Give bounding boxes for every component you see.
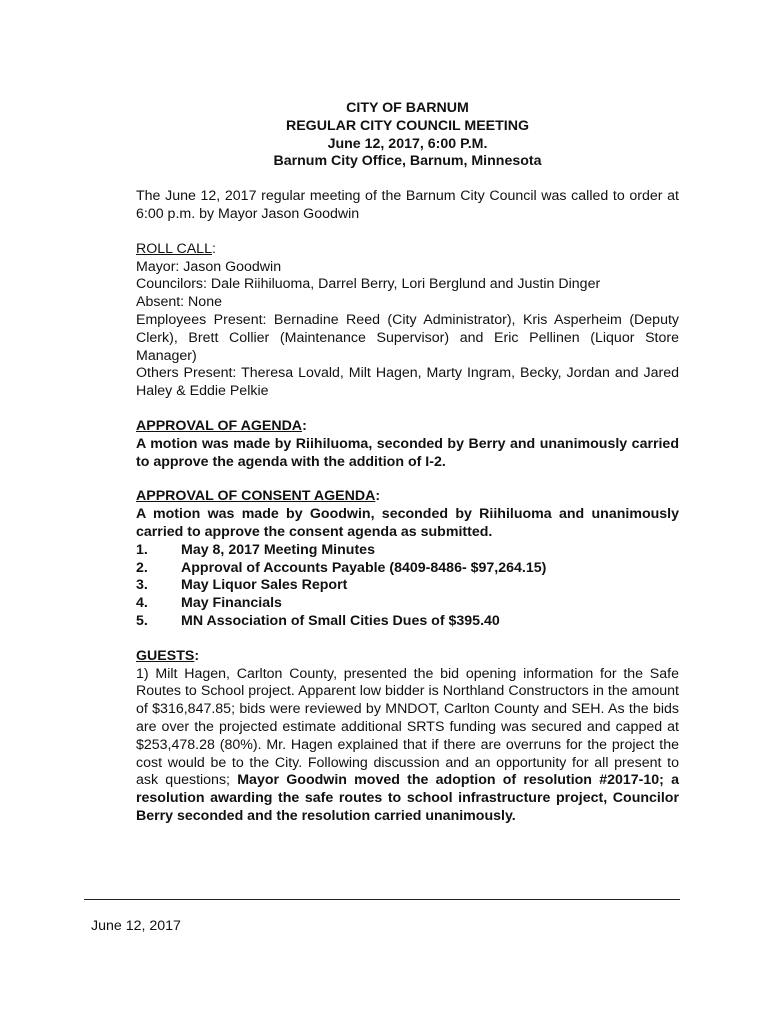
- approval-agenda-motion: A motion was made by Riihiluoma, seconded by Berry and unanimously carried to approve the agenda with the addition of I-2.: [136, 435, 679, 470]
- roll-call-heading: ROLL CALL: [136, 240, 212, 257]
- intro-paragraph: The June 12, 2017 regular meeting of the Barnum City Council was called to order at 6:00 p.m. by Mayor Jason Goodwin: [136, 188, 679, 222]
- roll-call-councilors: Councilors: Dale Riihiluoma, Darrel Berry, Lori Berglund and Justin Dinger: [136, 276, 601, 293]
- consent-agenda-section: APPROVAL OF CONSENT AGENDA: A motion was made by Goodwin, seconded by Riihiluoma and unanimously carried to approve the consent agenda as submitted.: [136, 488, 679, 540]
- roll-call-mayor: Mayor: Jason Goodwin: [136, 258, 282, 275]
- roll-call-others: Others Present: Theresa Lovald, Milt Hagen, Marty Ingram, Becky, Jordan and Jared Haley & Eddie Pelkie: [136, 365, 679, 400]
- list-item: 3. May Liquor Sales Report: [136, 577, 348, 594]
- header-meeting-type: REGULAR CITY COUNCIL MEETING: [285, 117, 530, 134]
- consent-agenda-motion: A motion was made by Goodwin, seconded by Riihiluoma and unanimously carried to approve the consent agenda as submitted.: [136, 506, 679, 540]
- list-item: 2. Approval of Accounts Payable (8409-8486- $97,264.15): [136, 559, 547, 576]
- list-item: 5. MN Association of Small Cities Dues of $395.40: [136, 612, 500, 629]
- header-date-time: June 12, 2017, 6:00 P.M.: [327, 135, 488, 152]
- roll-call-section: ROLL CALL: Mayor: Jason Goodwin Councilors: Dale Riihiluoma, Darrel Berry, Lori Berglund and Justin Dinger Absent: None Employees Present: Bernadine Reed (City Administrator), Kris Asperheim (Deputy Clerk), Brett Collier (Maintenance Supervisor) and Eric Pellinen (Liquor Store Manager) Others Present: Theresa Lovald, Milt Hagen, Marty Ingram, Becky, Jordan and Jared Haley & Eddie Pelkie: [136, 240, 679, 400]
- roll-call-employees: Employees Present: Bernadine Reed (City Administrator), Kris Asperheim (Deputy Clerk), Brett Collier (Maintenance Supervisor) and Eric Pellinen (Liquor Store Manager): [136, 311, 679, 364]
- header-city: CITY OF BARNUM: [346, 100, 469, 116]
- footer-divider: [84, 899, 680, 900]
- list-item: 1. May 8, 2017 Meeting Minutes: [136, 541, 375, 558]
- guests-section: GUESTS: 1) Milt Hagen, Carlton County, presented the bid opening information for the Safe Routes to School project. Apparent low bidder is Northland Constructors in the amount of $316,847.85; bids were reviewed by MNDOT, Carlton County and SEH. As the bids are over the projected estimate additional SRTS funding was secured and capped at $253,478.28 (80%). Mr. Hagen explained that if there are overruns for the project the cost would be to the City. Following discussion and an opportunity for all present to ask questions; Mayor Goodwin moved the adoption of resolution #2017-10; a resolution awarding the safe routes to school infrastructure project, Councilor Berry seconded and the resolution carried unanimously.: [136, 647, 680, 824]
- guests-heading: GUESTS: [136, 647, 195, 664]
- list-item: 4. May Financials: [136, 595, 282, 612]
- document-page: [136, 100, 679, 826]
- document-header: [136, 100, 679, 171]
- guests-paragraph: 1) Milt Hagen, Carlton County, presented the bid opening information for the Safe Routes to School project. Apparent low bidder is Northland Constructors in the amount of $316,847.85; bids were reviewed by MNDOT, Carlton County and SEH. As the bids are over the projected estimate additional SRTS funding was secured and capped at $253,478.28 (80%). Mr. Hagen explained that if there are overruns for the project the cost would be to the City. Following discussion and an opportunity for all present to ask questions; Mayor Goodwin moved the adoption of resolution #2017-10; a resolution awarding the safe routes to school infrastructure project, Councilor Berry seconded and the resolution carried unanimously.: [136, 665, 680, 824]
- header-location: Barnum City Office, Barnum, Minnesota: [273, 153, 542, 170]
- consent-agenda-heading: APPROVAL OF CONSENT AGENDA: [136, 488, 376, 505]
- roll-call-absent: Absent: None: [136, 294, 222, 311]
- approval-agenda-section: APPROVAL OF AGENDA: A motion was made by Riihiluoma, seconded by Berry and unanimously carried to approve the agenda with the addition of I-2.: [136, 417, 679, 470]
- consent-agenda-list: [136, 542, 679, 631]
- footer-date: June 12, 2017: [91, 918, 181, 934]
- guests-motion: Mayor Goodwin moved the adoption of resolution #2017-10; a resolution awarding the safe routes to school infrastructure project, Councilor Berry seconded and the resolution carried unanimously.: [136, 772, 680, 824]
- approval-agenda-heading: APPROVAL OF AGENDA: [136, 417, 303, 434]
